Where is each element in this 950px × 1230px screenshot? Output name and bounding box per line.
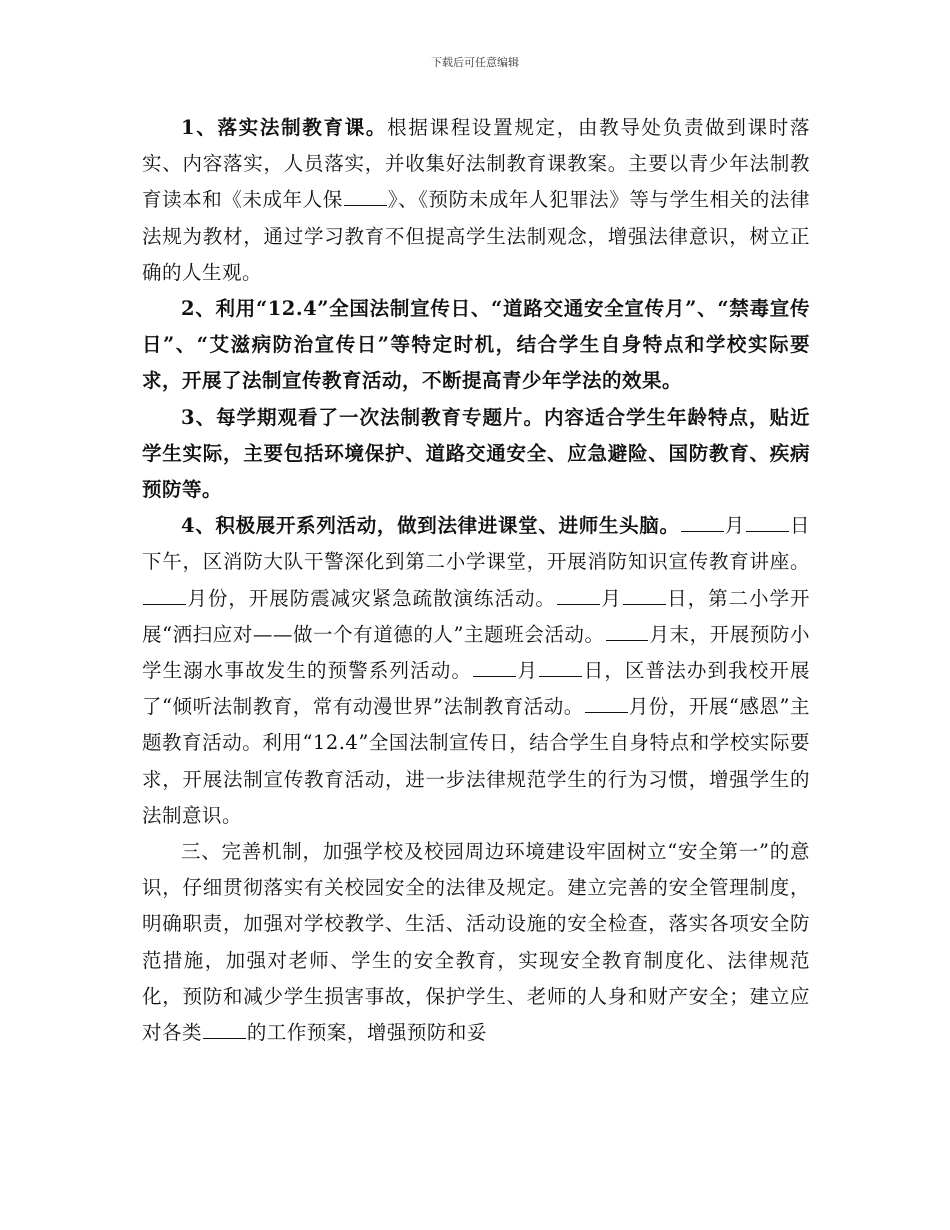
paragraph-4-s5: 日，第二小学开展“洒扫应对——做一个有道德的人”主题班会活动。	[142, 586, 810, 646]
paragraph-1-text-b: 》、《预防未成年人犯罪法》等与学生相关的法律法规为教材，通过学习教育不但提高学生法制观念，增强法律意识，树立正确的人生观。	[142, 188, 810, 284]
paragraph-2: 2、利用“12.4”全国法制宣传日、“道路交通安全宣传月”、“禁毒宣传日”、“艾滋病防治宣传日”等特定时机，结合学生自身特点和学校实际要求，开展了法制宣传教育活动，不断提高青少年学法的效果。	[142, 297, 810, 393]
blank-line	[623, 586, 666, 605]
paragraph-1-lead: 1、落实法制教育课。	[181, 116, 388, 139]
paragraph-4-s2: 日下午，区消防大队干警深化到第二小学课堂，开展消防知识宣传教育讲座。	[142, 514, 810, 574]
paragraph-4-s6: 月末，开展预防小学生溺水事故发生的预警系列活动。	[142, 622, 810, 683]
paragraph-4-s1: 月	[724, 514, 745, 538]
paragraph-4-s4: 月	[600, 586, 622, 610]
blank-line	[681, 514, 724, 533]
blank-line	[143, 586, 186, 605]
blank-line	[203, 1021, 246, 1040]
blank-line	[473, 659, 516, 678]
blank-line	[746, 514, 789, 533]
paragraph-4-s3: 月份，开展防震减灾紧急疏散演练活动。	[186, 586, 556, 610]
paragraph-4-lead: 4、积极展开系列活动，做到法律进课堂、进师生头脑。	[181, 514, 680, 538]
paragraph-4-s9: 月份，开展“感恩”主题教育活动。利用“12.4”全国法制宣传日，结合学生自身特点和学校实际要求，开展法制宣传教育活动，进一步法律规范学生的行为习惯，增强学生的法制意识。	[142, 695, 810, 827]
paragraph-5	[142, 834, 810, 1051]
blank-line	[585, 695, 628, 714]
paragraph-5-text-b: 的工作预案，增强预防和妥	[246, 1021, 487, 1045]
paragraph-1	[142, 110, 810, 291]
blank-line	[344, 188, 387, 207]
paragraph-5-text-a: 三、完善机制，加强学校及校园周边环境建设牢固树立“安全第一”的意识，仔细贯彻落实有关校园安全的法律及规定。建立完善的安全管理制度，明确职责，加强对学校教学、生活、活动设施的安全检查，落实各项安全防范措施，加强对老师、学生的安全教育，实现安全教育制度化、法律规范化，预防和减少学生损害事故，保护学生、老师的人身和财产安全；建立应对各类	[142, 840, 810, 1045]
paragraph-3: 3、每学期观看了一次法制教育专题片。内容适合学生年龄特点，贴近学生实际，主要包括环境保护、道路交通安全、应急避险、国防教育、疾病预防等。	[142, 405, 810, 502]
page-header: 下载后可任意编辑	[431, 56, 519, 69]
paragraph-1-text-a: 根据课程设置规定，由教导处负责做到课时落实、内容落实，人员落实，并收集好法制教育课教案。主要以青少年法制教育读本和《未成年人保	[142, 116, 810, 212]
blank-line	[539, 659, 582, 678]
paragraph-4-s7: 月	[516, 659, 539, 683]
document-body	[142, 110, 810, 1051]
paragraph-4	[142, 508, 810, 834]
blank-line	[606, 622, 649, 641]
paragraph-4-s8: 日，区普法办到我校开展了“倾听法制教育，常有动漫世界”法制教育活动。	[142, 659, 810, 719]
blank-line	[557, 586, 600, 605]
